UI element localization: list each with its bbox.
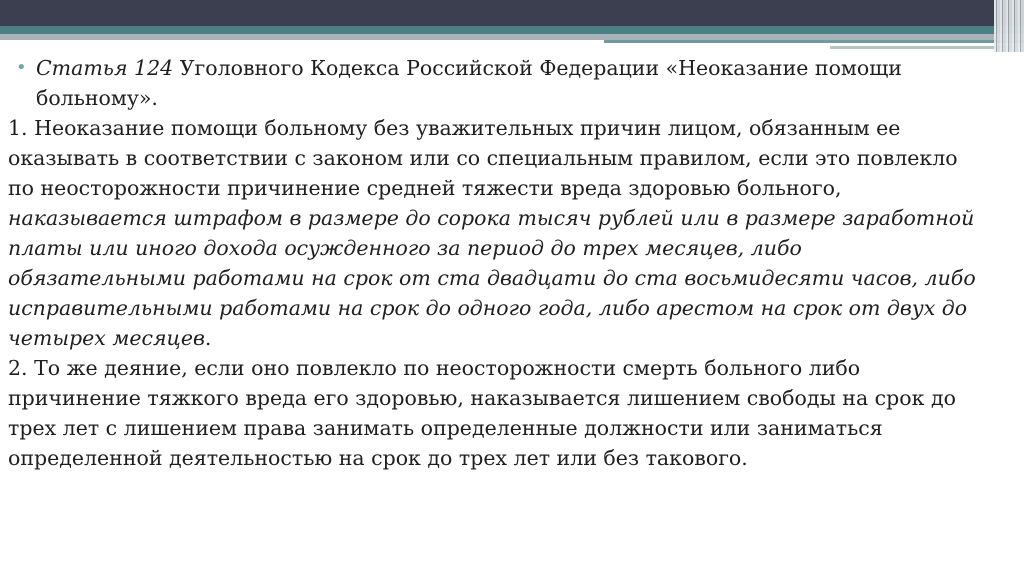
article-title: Уголовного Кодекса Российской Федерации «Неоказание помощи больному». — [36, 56, 902, 110]
article-heading — [8, 53, 978, 113]
header-accent-line-short — [830, 46, 1010, 49]
article-part-2 — [8, 353, 978, 473]
part-1-text: Неоказание помощи больному без уважительных причин лицом, обязанным ее оказывать в соответствии с законом или со специальным правилом, если это повлекло по неосторожности причинение средней тяжести вреда здоровью больного, — [8, 116, 958, 200]
slide-header-banner — [0, 0, 1024, 52]
part-1-penalty: наказывается штрафом в размере до сорока тысяч рублей или в размере заработной платы или иного дохода осужденного за период до трех месяцев, либо обязательными работами на срок от ста двадцати до ста восьмидесяти часов, либо исправительными работами на срок до одного года, либо арестом на срок от двух до четырех месяцев — [8, 206, 976, 350]
part-2-text: То же деяние, если оно повлекло по неосторожности смерть больного либо причинение тяжкого вреда его здоровью, наказывается лишением свободы на срок до трех лет с лишением права занимать определенные должности или заниматься определенной деятельностью на срок до трех лет или без такового. — [8, 356, 956, 470]
part-2-number: 2. — [8, 356, 28, 380]
article-reference: Статья 124 — [36, 56, 174, 80]
header-teal-band — [0, 26, 1024, 34]
header-accent-line — [604, 40, 1024, 43]
header-dark-band — [0, 0, 1024, 26]
slide-body — [8, 53, 978, 473]
header-stripes-decoration — [994, 0, 1024, 52]
article-part-1 — [8, 113, 978, 353]
bullet-icon: • — [16, 57, 27, 78]
part-1-number: 1. — [8, 116, 28, 140]
part-1-end: . — [204, 326, 212, 350]
